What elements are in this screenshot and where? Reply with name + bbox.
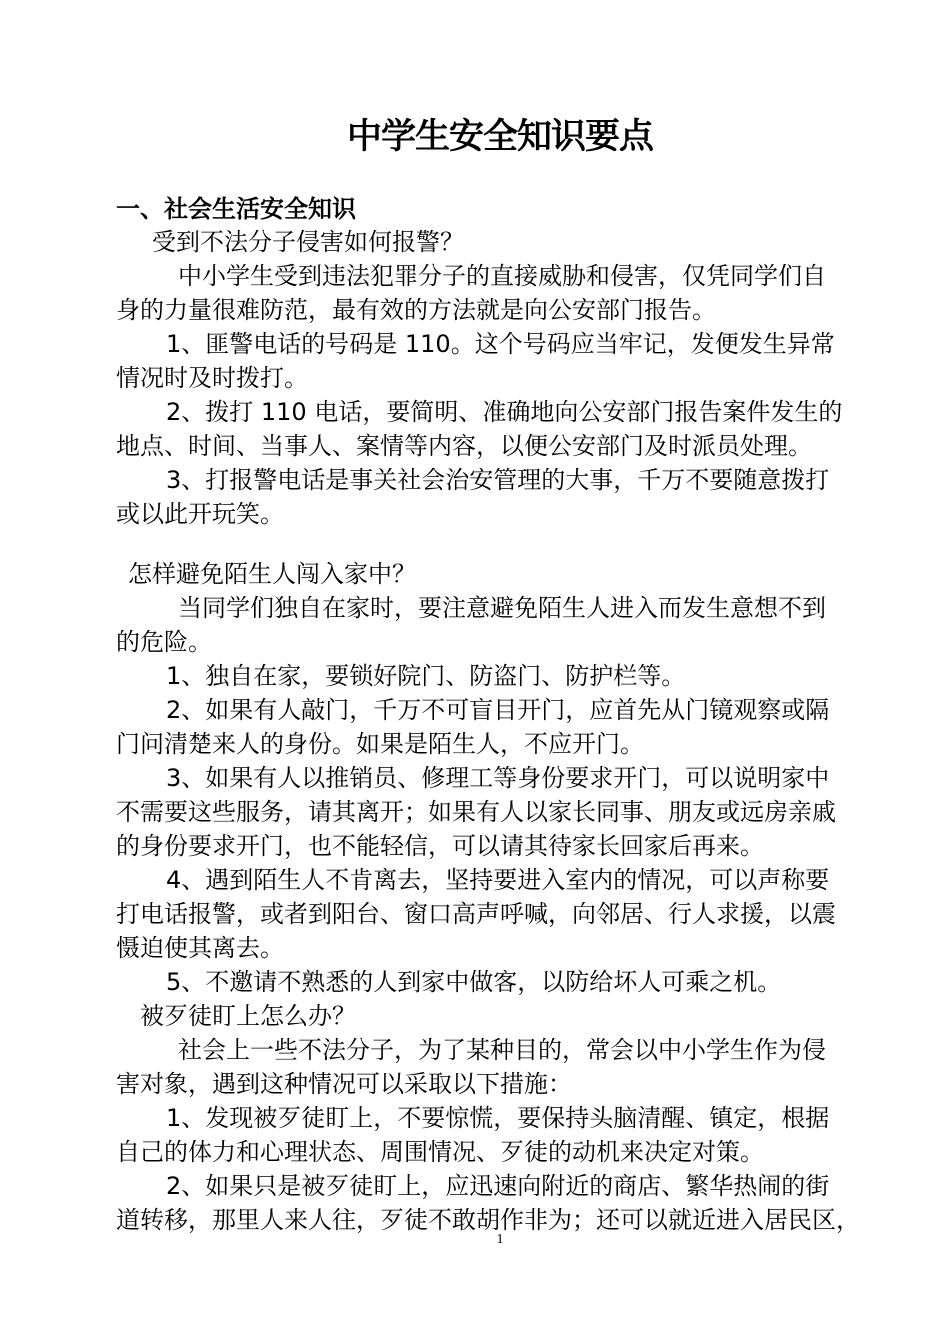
paragraph-line: 当同学们独自在家时，要注意避免陌生人进入而发生意想不到 <box>178 594 826 622</box>
paragraph-line: 或以此开玩笑。 <box>116 500 284 528</box>
paragraph-line: 5、不邀请不熟悉的人到家中做客，以防给坏人可乘之机。 <box>166 968 782 996</box>
page-title: 中学生安全知识要点 <box>346 117 653 157</box>
paragraph-line: 害对象，遇到这种情况可以采取以下措施： <box>116 1070 572 1098</box>
paragraph-line: 3、如果有人以推销员、修理工等身份要求开门，可以说明家中 <box>166 764 830 792</box>
paragraph-line: 打电话报警，或者到阳台、窗口高声呼喊，向邻居、行人求援，以震 <box>116 900 836 928</box>
paragraph-line: 2、如果有人敲门，千万不可盲目开门，应首先从门镜观察或隔 <box>166 696 830 724</box>
paragraph-line: 地点、时间、当事人、案情等内容，以便公安部门及时派员处理。 <box>116 432 812 460</box>
paragraph-line: 2、如果只是被歹徒盯上，应迅速向附近的商店、繁华热闹的街 <box>166 1172 830 1200</box>
paragraph-line: 1、发现被歹徒盯上，不要惊慌，要保持头脑清醒、镇定，根据 <box>166 1104 830 1132</box>
paragraph-line: 1、匪警电话的号码是 110。这个号码应当牢记，发便发生异常 <box>166 330 835 358</box>
paragraph-line: 不需要这些服务，请其离开；如果有人以家长同事、朋友或远房亲戚 <box>116 798 836 826</box>
paragraph-line: 道转移，那里人来人往，歹徒不敢胡作非为；还可以就近进入居民区， <box>116 1206 860 1234</box>
paragraph-line: 慑迫使其离去。 <box>116 934 284 962</box>
question-heading: 怎样避免陌生人闯入家中？ <box>128 560 416 588</box>
question-heading: 受到不法分子侵害如何报警？ <box>152 228 464 256</box>
paragraph-line: 身的力量很难防范，最有效的方法就是向公安部门报告。 <box>116 296 716 324</box>
question-heading: 被歹徒盯上怎么办？ <box>140 1002 356 1030</box>
paragraph-line: 的身份要求开门，也不能轻信，可以请其待家长回家后再来。 <box>116 832 764 860</box>
paragraph-line: 情况时及时拨打。 <box>116 364 308 392</box>
paragraph-line: 门问清楚来人的身份。如果是陌生人，不应开门。 <box>116 730 644 758</box>
paragraph-line: 4、遇到陌生人不肯离去，坚持要进入室内的情况，可以声称要 <box>166 866 830 894</box>
paragraph-line: 的危险。 <box>116 628 212 656</box>
section-q1 <box>116 225 886 531</box>
paragraph-line: 中小学生受到违法犯罪分子的直接威胁和侵害，仅凭同学们自 <box>178 262 826 290</box>
section-q2 <box>116 557 886 1237</box>
paragraph-line: 自己的体力和心理状态、周围情况、歹徒的动机来决定对策。 <box>116 1138 764 1166</box>
paragraph-line: 2、拨打 110 电话，要简明、准确地向公安部门报告案件发生的 <box>166 398 843 426</box>
paragraph-line: 1、独自在家，要锁好院门、防盗门、防护栏等。 <box>166 662 686 690</box>
paragraph-line: 社会上一些不法分子，为了某种目的，常会以中小学生作为侵 <box>178 1036 826 1064</box>
section-heading: 一、社会生活安全知识 <box>116 195 356 223</box>
page-number: 1 <box>496 1232 504 1247</box>
paragraph-line: 3、打报警电话是事关社会治安管理的大事，千万不要随意拨打 <box>166 466 830 494</box>
